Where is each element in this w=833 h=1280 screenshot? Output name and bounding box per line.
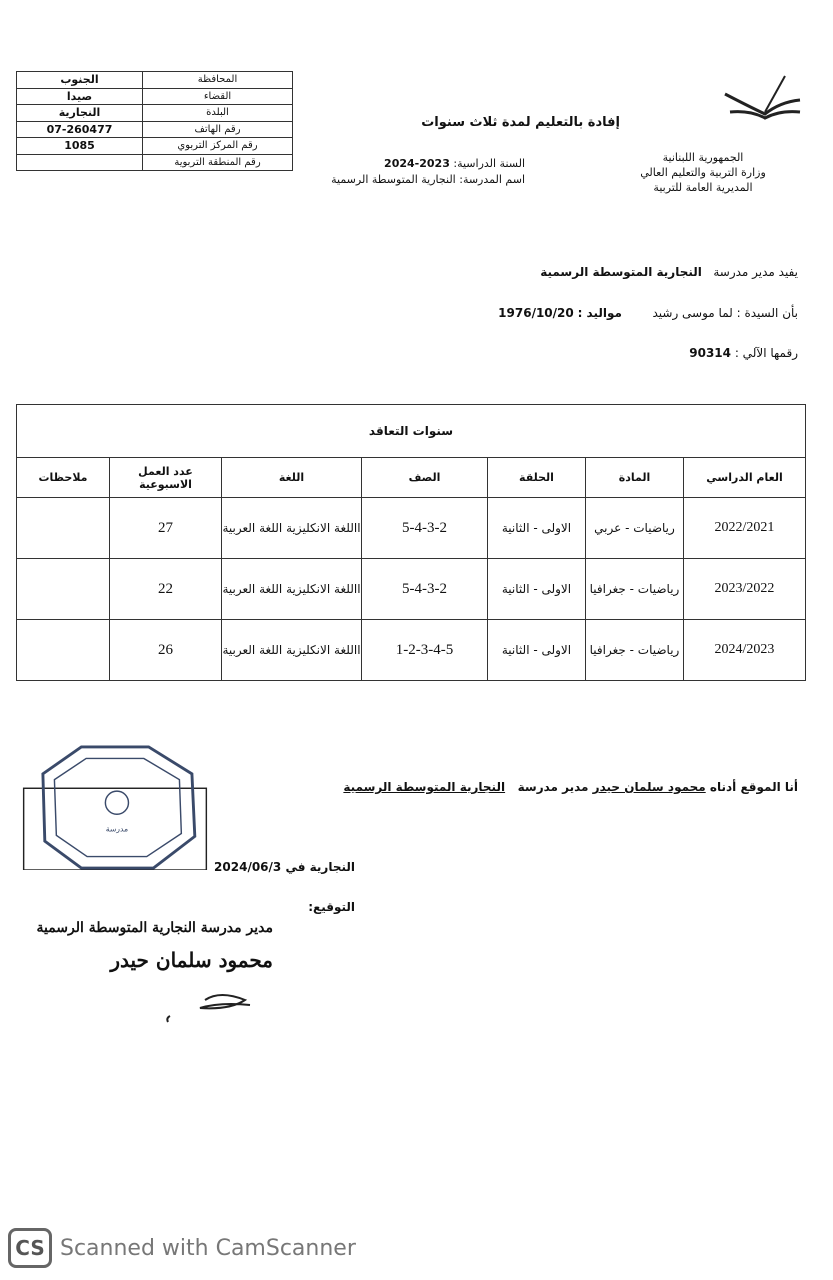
school-value: النجارية المتوسطة الرسمية: [331, 173, 456, 186]
id-value: 90314: [689, 346, 731, 360]
cell-notes: [17, 559, 110, 620]
cell-cycle: الاولى - الثانية: [488, 559, 586, 620]
svg-text:مدرسة: مدرسة: [105, 824, 129, 834]
footer-text: Scanned with CamScanner: [60, 1235, 356, 1261]
column-header: المادة: [586, 458, 684, 498]
cell-grades: 5-4-3-2: [362, 498, 488, 559]
info-label: البلدة: [143, 105, 293, 122]
contract-years-table: [16, 404, 806, 681]
cell-language: االلغة الانكليزية اللغة العربية: [222, 620, 362, 681]
column-header: الحلقة: [488, 458, 586, 498]
school-name: النجارية المتوسطة الرسمية: [540, 265, 702, 279]
info-value: 07-260477: [17, 121, 143, 138]
place: النجارية في: [285, 860, 355, 874]
info-value: 1085: [17, 138, 143, 155]
cell-hours: 27: [110, 498, 222, 559]
cell-subject: رياضيات - جغرافيا: [586, 559, 684, 620]
dob-label: مواليد :: [577, 306, 622, 320]
cell-cycle: الاولى - الثانية: [488, 498, 586, 559]
table-row: [17, 559, 806, 620]
document-meta: [300, 156, 525, 188]
body-line-3: [689, 346, 798, 360]
handwritten-name: محمود سلمان حيدر: [110, 948, 273, 972]
info-label: رقم الهاتف: [143, 121, 293, 138]
signature-icon: [160, 990, 260, 1030]
person-name: بأن السيدة : لما موسى رشيد: [652, 306, 798, 320]
year-label: السنة الدراسية:: [453, 157, 525, 170]
ministry-logo-icon: [720, 72, 805, 122]
cell-grades: 5-4-3-2: [362, 559, 488, 620]
cell-year: 2022/2021: [684, 498, 806, 559]
text: مدير مدرسة: [517, 780, 589, 794]
cell-notes: [17, 498, 110, 559]
header-line: الجمهورية اللبنانية: [662, 151, 744, 164]
table-row: [17, 498, 806, 559]
document-title: إفادة بالتعليم لمدة ثلاث سنوات: [421, 115, 620, 130]
header-line: وزارة التربية والتعليم العالي: [640, 166, 766, 179]
info-label: رقم المنطقة التربوية: [143, 154, 293, 171]
signature-label: التوقيع:: [308, 900, 355, 914]
cell-subject: رياضيات - عربي: [586, 498, 684, 559]
cell-year: 2024/2023: [684, 620, 806, 681]
cell-cycle: الاولى - الثانية: [488, 620, 586, 681]
column-header: العام الدراسي: [684, 458, 806, 498]
text: يفيد مدير مدرسة: [713, 265, 798, 279]
body-line-1: [540, 265, 798, 279]
official-stamp-icon: [20, 745, 210, 870]
info-value: النجارية: [17, 105, 143, 122]
cell-language: االلغة الانكليزية اللغة العربية: [222, 498, 362, 559]
column-header: اللغة: [222, 458, 362, 498]
info-value: [17, 154, 143, 171]
id-label: رقمها الآلي :: [734, 346, 798, 360]
school-label: اسم المدرسة:: [459, 173, 525, 186]
cell-year: 2023/2022: [684, 559, 806, 620]
year-value: 2023-2024: [384, 157, 450, 170]
info-label: المحافظة: [143, 72, 293, 89]
cell-hours: 26: [110, 620, 222, 681]
school-name: النجارية المتوسطة الرسمية: [343, 780, 506, 794]
info-label: القضاء: [143, 88, 293, 105]
info-value: صيدا: [17, 88, 143, 105]
body-line-2: [498, 306, 798, 320]
director-name: محمود سلمان حيدر: [592, 780, 706, 794]
place-date: [214, 860, 355, 874]
camscanner-logo-icon: CS: [8, 1228, 52, 1268]
info-value: الجنوب: [17, 72, 143, 89]
cell-notes: [17, 620, 110, 681]
handwritten-title: مدير مدرسة النجارية المتوسطة الرسمية: [36, 920, 273, 936]
column-header: عدد العمل الاسبوعية: [110, 458, 222, 498]
declaration: [343, 780, 798, 794]
column-header: ملاحظات: [17, 458, 110, 498]
cell-hours: 22: [110, 559, 222, 620]
table-row: [17, 620, 806, 681]
info-label: رقم المركز التربوي: [143, 138, 293, 155]
ministry-header: [603, 150, 803, 195]
school-info-table: [16, 71, 293, 171]
text: أنا الموقع أدناه: [709, 780, 798, 794]
header-line: المديرية العامة للتربية: [653, 181, 753, 194]
dob-value: 1976/10/20: [498, 306, 574, 320]
cell-grades: 1-2-3-4-5: [362, 620, 488, 681]
camscanner-footer: [8, 1228, 356, 1268]
cell-language: االلغة الانكليزية اللغة العربية: [222, 559, 362, 620]
cell-subject: رياضيات - جغرافيا: [586, 620, 684, 681]
column-header: الصف: [362, 458, 488, 498]
table-caption: سنوات التعاقد: [17, 405, 806, 458]
date: 2024/06/3: [214, 860, 282, 874]
